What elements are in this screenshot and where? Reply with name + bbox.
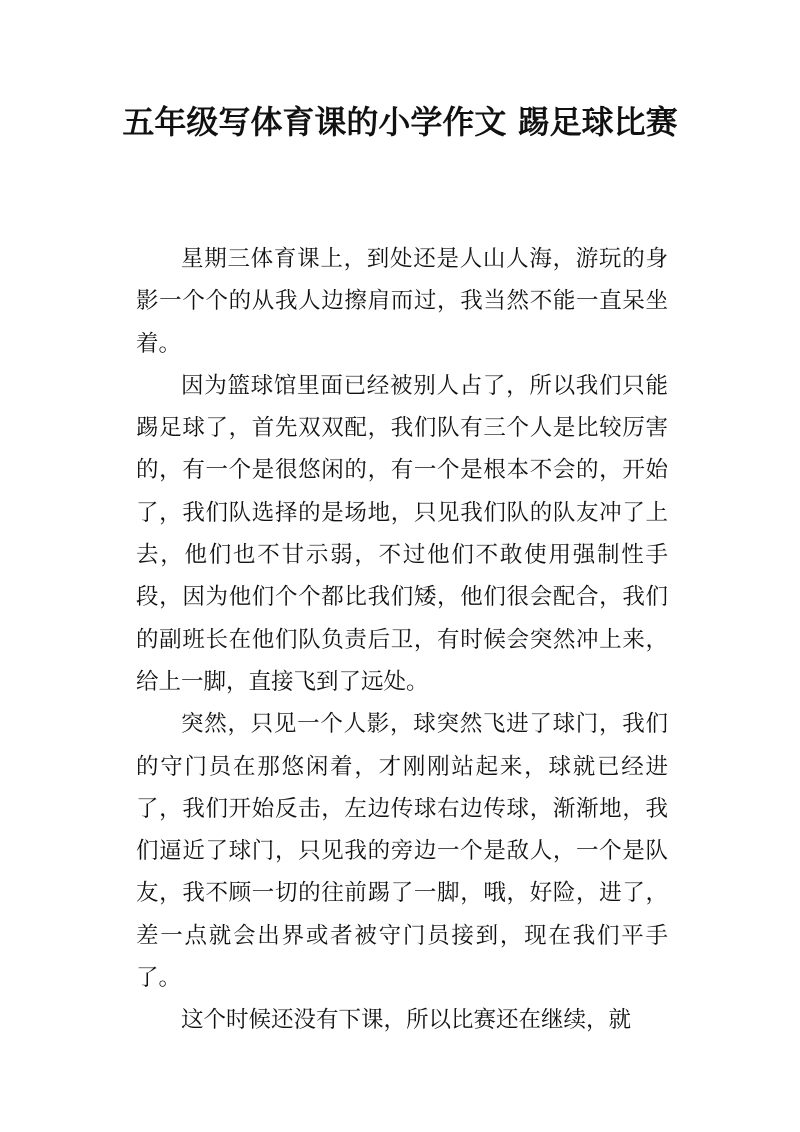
paragraph-4: 这个时候还没有下课，所以比赛还在继续，就 bbox=[181, 1007, 632, 1034]
article-body bbox=[136, 238, 668, 1042]
paragraph-2: 因为篮球馆里面已经被别人占了，所以我们只能踢足球了，首先双双配，我们队有三个人是比较厉害的，有一个是很悠闲的，有一个是根本不会的，开始了，我们队选择的是场地，只见我们队的队友冲了上去，他们也不甘示弱，不过他们不敢使用强制性手段，因为他们个个都比我们矮，他们很会配合，我们的副班长在他们队负责后卫，有时候会突然冲上来，给上一脚，直接飞到了远处。 bbox=[136, 372, 668, 695]
paragraph-1: 星期三体育课上，到处还是人山人海，游玩的身影一个个的从我人边擦肩而过，我当然不能一直呆坐着。 bbox=[136, 246, 668, 357]
page-title: 五年级写体育课的小学作文 踢足球比赛 bbox=[122, 103, 678, 141]
paragraph-3: 突然，只见一个人影，球突然飞进了球门，我们的守门员在那悠闲着，才刚刚站起来，球就已经进了，我们开始反击，左边传球右边传球，渐渐地，我们逼近了球门，只见我的旁边一个是敌人，一个是队友，我不顾一切的往前踢了一脚，哦，好险，进了，差一点就会出界或者被守门员接到，现在我们平手了。 bbox=[136, 711, 668, 992]
